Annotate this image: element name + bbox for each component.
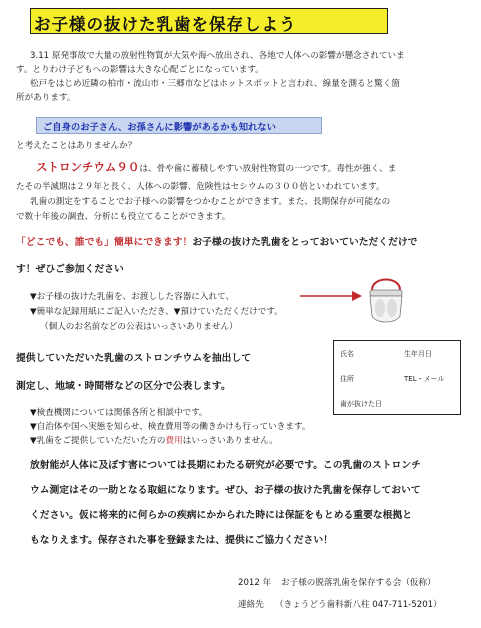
provide-line-2: 測定し、地域・時間帯などの区分で公表します。	[16, 381, 231, 392]
container-cap	[370, 290, 402, 296]
conclusion-line-4: もなりえます。保存された事を登録または、提供にご協力ください！	[30, 535, 333, 546]
provide-line-1: 提供していただいた乳歯のストロンチウムを抽出して	[16, 353, 252, 364]
conclusion-line-3: ください。仮に将来的に何らかの疾病にかかられた時には保証をもとめる重要な根拠と	[30, 510, 413, 521]
record-form	[333, 340, 461, 415]
call-to-action-line-2: す！ぜひご参加ください	[16, 264, 124, 275]
red-arrow-head	[352, 291, 362, 301]
step-3: （個人のお名前などの公表はいっさいありません）	[40, 322, 238, 332]
note-3-cost: 費用	[165, 436, 183, 446]
intro-line-2: す。とりわけ子どもへの影響は大きな心配ごとになっています。	[16, 65, 264, 75]
call-to-action-line-1	[16, 236, 417, 250]
footer-year: 2012 年	[238, 578, 272, 588]
question-highlight-text: ご自身のお子さん、お孫さんに影響があるかも知れない	[43, 122, 276, 133]
page-title: お子様の抜けた乳歯を保存しよう	[34, 15, 297, 34]
form-birthdate-label: 生年月日	[404, 350, 432, 358]
footer-org: お子様の脱落乳歯を保存する会（仮称）	[281, 578, 436, 588]
container-shine-left	[375, 299, 385, 317]
note-2: ▼自治体や国へ実態を知らせ、検査費用等の働きかけも行っていきます。	[30, 422, 311, 432]
question-followup: と考えたことはありませんか？	[16, 141, 137, 151]
note-3	[30, 435, 278, 448]
tooth-container-illustration	[300, 268, 420, 338]
form-tooth-date-label: 歯が抜けた日	[340, 400, 382, 408]
note-1: ▼検査機関については関係各所と相談中です。	[30, 408, 208, 418]
container-shine-right	[387, 299, 397, 317]
call-red-text: 「どこでも、誰でも」簡単にできます！	[16, 237, 193, 248]
strontium-name: ストロンチウム９０	[36, 160, 140, 174]
intro-line-4: 所があります。	[16, 93, 76, 103]
form-name-label: 氏名	[340, 350, 354, 358]
footer-contact: （きょうどう歯科新八柱 047-711-5201）	[275, 600, 442, 610]
container-loop	[372, 280, 400, 291]
footer-contact-label: 連絡先	[238, 600, 264, 610]
intro-line-3: 松戸をはじめ近隣の柏市・流山市・三郷市などはホットスポットと言われ、線量を測ると驚く箇	[30, 79, 400, 89]
conclusion-line-2: ウム測定はその一助となる取組になります。ぜひ、お子様の抜けた乳歯を保存しておいて	[30, 485, 421, 496]
call-rest-text: お子様の抜けた乳歯をとっておいていただくだけで	[192, 237, 418, 248]
strontium-line-3: 乳歯の測定をすることでお子様への影響をつかむことができます。また、長期保存が可能なの	[30, 197, 391, 207]
strontium-line-1	[36, 161, 396, 176]
conclusion-line-1: 放射能が人体に及ぼす害については長期にわたる研究が必要です。この乳歯のストロンチ	[30, 460, 421, 471]
form-tel-label: TEL・メール	[404, 375, 445, 383]
intro-line-1: 3.11 原発事故で大量の放射性物質が大気や海へ放出され、各地で人体への影響が懸念されていま	[30, 51, 405, 61]
step-1: ▼お子様の抜けた乳歯を、お渡しした容器に入れて、	[30, 292, 235, 302]
strontium-line-1-rest: は、骨や歯に蓄積しやすい放射性物質の一つです。毒性が強く、ま	[139, 164, 397, 174]
strontium-line-4: で数十年後の調査、分析にも役立てることができます。	[16, 212, 231, 222]
note-3-suffix: はいっさいありません。	[182, 436, 278, 446]
note-3-prefix: ▼乳歯をご提供していただいた方の	[30, 436, 166, 446]
container-body	[370, 296, 402, 322]
form-address-label: 住所	[340, 375, 354, 383]
step-2: ▼簡単な記録用紙にご記入いただき、▼預けていただくだけです。	[30, 307, 283, 317]
strontium-line-2: たその半減期は２９年と長く、人体への影響、危険性はセシウムの３００倍といわれています。	[16, 182, 385, 192]
